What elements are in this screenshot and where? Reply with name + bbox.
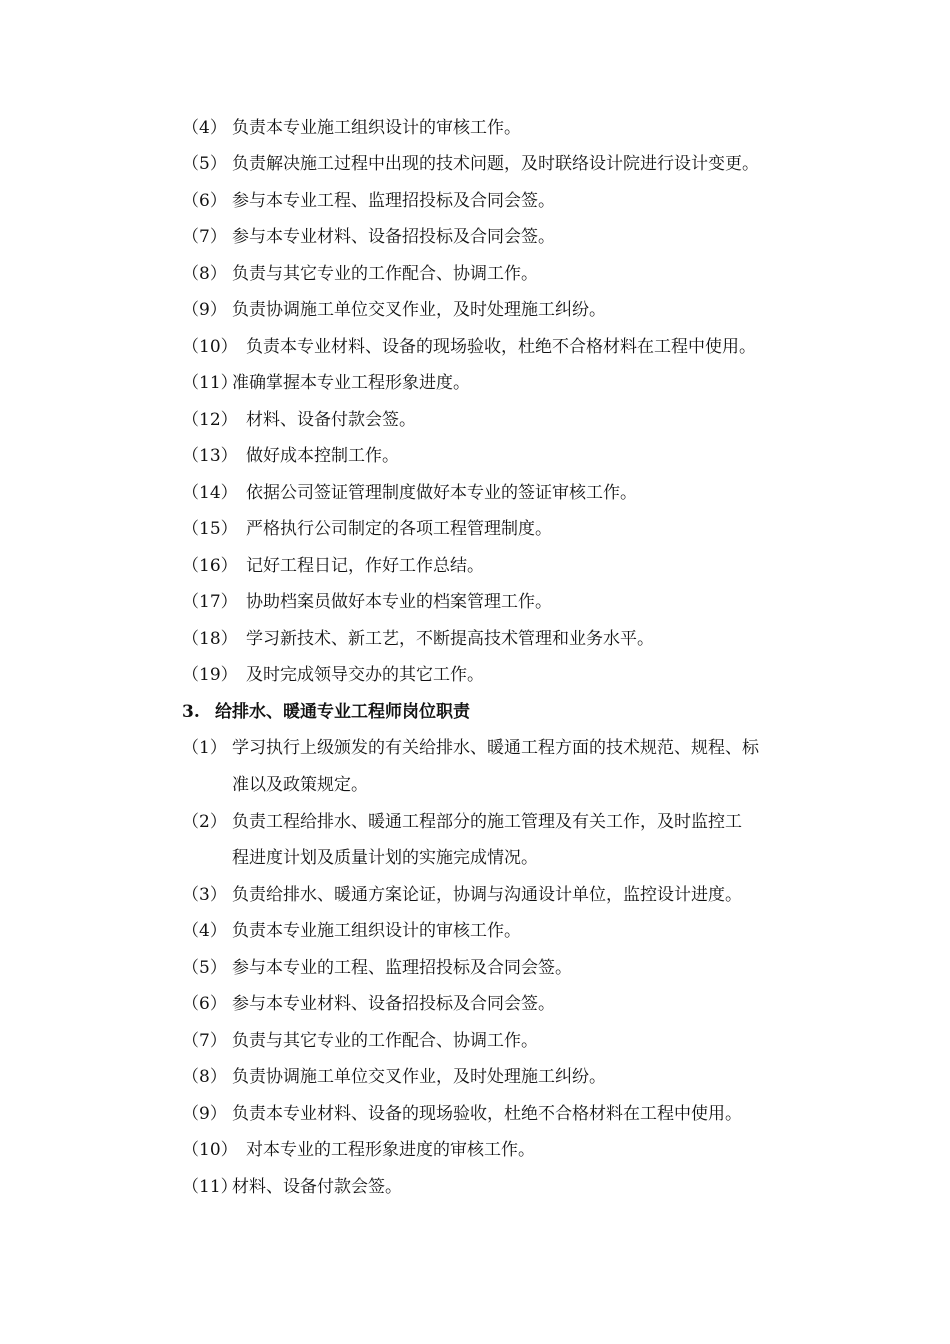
list-item-continuation [0, 767, 950, 803]
list-item [0, 950, 950, 986]
item-number: （12） [182, 410, 238, 430]
list-item-continuation [0, 840, 950, 876]
item-number: （9） [182, 300, 227, 320]
item-number: （7） [182, 227, 227, 247]
item-text: 及时完成领导交办的其它工作。 [246, 665, 484, 685]
item-number: （6） [182, 191, 227, 211]
list-item [0, 730, 950, 766]
item-text: 做好成本控制工作。 [246, 446, 399, 466]
item-number: （14） [182, 483, 238, 503]
item-text: 负责本专业材料、设备的现场验收，杜绝不合格材料在工程中使用。 [246, 337, 756, 357]
item-number: （9） [182, 1104, 227, 1124]
item-text: 学习执行上级颁发的有关给排水、暖通工程方面的技术规范、规程、标 [232, 738, 759, 758]
item-number: （6） [182, 994, 227, 1014]
item-text: 材料、设备付款会签。 [246, 410, 416, 430]
item-text: 负责本专业施工组织设计的审核工作。 [232, 921, 521, 941]
item-number: （11） [182, 1177, 238, 1197]
list-item [0, 146, 950, 182]
list-item [0, 511, 950, 547]
list-item [0, 183, 950, 219]
item-text: 负责给排水、暖通方案论证，协调与沟通设计单位，监控设计进度。 [232, 885, 742, 905]
list-item [0, 1059, 950, 1095]
list-item [0, 329, 950, 365]
item-text: 准确掌握本专业工程形象进度。 [232, 373, 470, 393]
item-number: （19） [182, 665, 238, 685]
item-text: 负责本专业施工组织设计的审核工作。 [232, 118, 521, 138]
list-item [0, 219, 950, 255]
item-number: （17） [182, 592, 238, 612]
item-number: （1） [182, 738, 227, 758]
item-number: （4） [182, 118, 227, 138]
list-item [0, 657, 950, 693]
item-number: （2） [182, 812, 227, 832]
list-item [0, 256, 950, 292]
item-text: 记好工程日记，作好工作总结。 [246, 556, 484, 576]
section-heading-text: 给排水、暖通专业工程师岗位职责 [215, 702, 470, 722]
list-item [0, 110, 950, 146]
item-number: （3） [182, 885, 227, 905]
list-item [0, 292, 950, 328]
section-heading-number: 3. [182, 702, 200, 722]
item-text: 参与本专业材料、设备招投标及合同会签。 [232, 994, 555, 1014]
item-text: 协助档案员做好本专业的档案管理工作。 [246, 592, 552, 612]
list-item [0, 1023, 950, 1059]
item-text: 材料、设备付款会签。 [232, 1177, 402, 1197]
list-item [0, 986, 950, 1022]
list-item [0, 877, 950, 913]
list-item [0, 621, 950, 657]
item-number: （10） [182, 337, 238, 357]
list-item [0, 804, 950, 840]
item-number: （8） [182, 1067, 227, 1087]
item-number: （16） [182, 556, 238, 576]
list-item [0, 1132, 950, 1168]
item-number: （13） [182, 446, 238, 466]
item-text: 参与本专业材料、设备招投标及合同会签。 [232, 227, 555, 247]
item-number: （5） [182, 154, 227, 174]
item-number: （15） [182, 519, 238, 539]
item-number: （11） [182, 373, 238, 393]
item-number: （5） [182, 958, 227, 978]
item-text: 负责协调施工单位交叉作业，及时处理施工纠纷。 [232, 1067, 606, 1087]
item-text: 负责协调施工单位交叉作业，及时处理施工纠纷。 [232, 300, 606, 320]
list-item [0, 438, 950, 474]
list-item [0, 365, 950, 401]
item-text-continuation: 准以及政策规定。 [232, 775, 368, 795]
item-text-continuation: 程进度计划及质量计划的实施完成情况。 [232, 848, 538, 868]
item-text: 学习新技术、新工艺，不断提高技术管理和业务水平。 [246, 629, 654, 649]
item-text: 依据公司签证管理制度做好本专业的签证审核工作。 [246, 483, 637, 503]
item-number: （8） [182, 264, 227, 284]
item-text: 对本专业的工程形象进度的审核工作。 [246, 1140, 535, 1160]
item-text: 负责与其它专业的工作配合、协调工作。 [232, 1031, 538, 1051]
list-item [0, 548, 950, 584]
list-item [0, 913, 950, 949]
list-item [0, 584, 950, 620]
list-item [0, 475, 950, 511]
list-item [0, 402, 950, 438]
item-text: 负责工程给排水、暖通工程部分的施工管理及有关工作，及时监控工 [232, 812, 742, 832]
item-text: 参与本专业的工程、监理招投标及合同会签。 [232, 958, 572, 978]
item-text: 严格执行公司制定的各项工程管理制度。 [246, 519, 552, 539]
list-item [0, 1096, 950, 1132]
item-number: （10） [182, 1140, 238, 1160]
item-text: 负责与其它专业的工作配合、协调工作。 [232, 264, 538, 284]
item-number: （7） [182, 1031, 227, 1051]
item-number: （4） [182, 921, 227, 941]
item-number: （18） [182, 629, 238, 649]
list-item [0, 1169, 950, 1205]
item-text: 参与本专业工程、监理招投标及合同会签。 [232, 191, 555, 211]
item-text: 负责本专业材料、设备的现场验收，杜绝不合格材料在工程中使用。 [232, 1104, 742, 1124]
item-text: 负责解决施工过程中出现的技术问题，及时联络设计院进行设计变更。 [232, 154, 759, 174]
